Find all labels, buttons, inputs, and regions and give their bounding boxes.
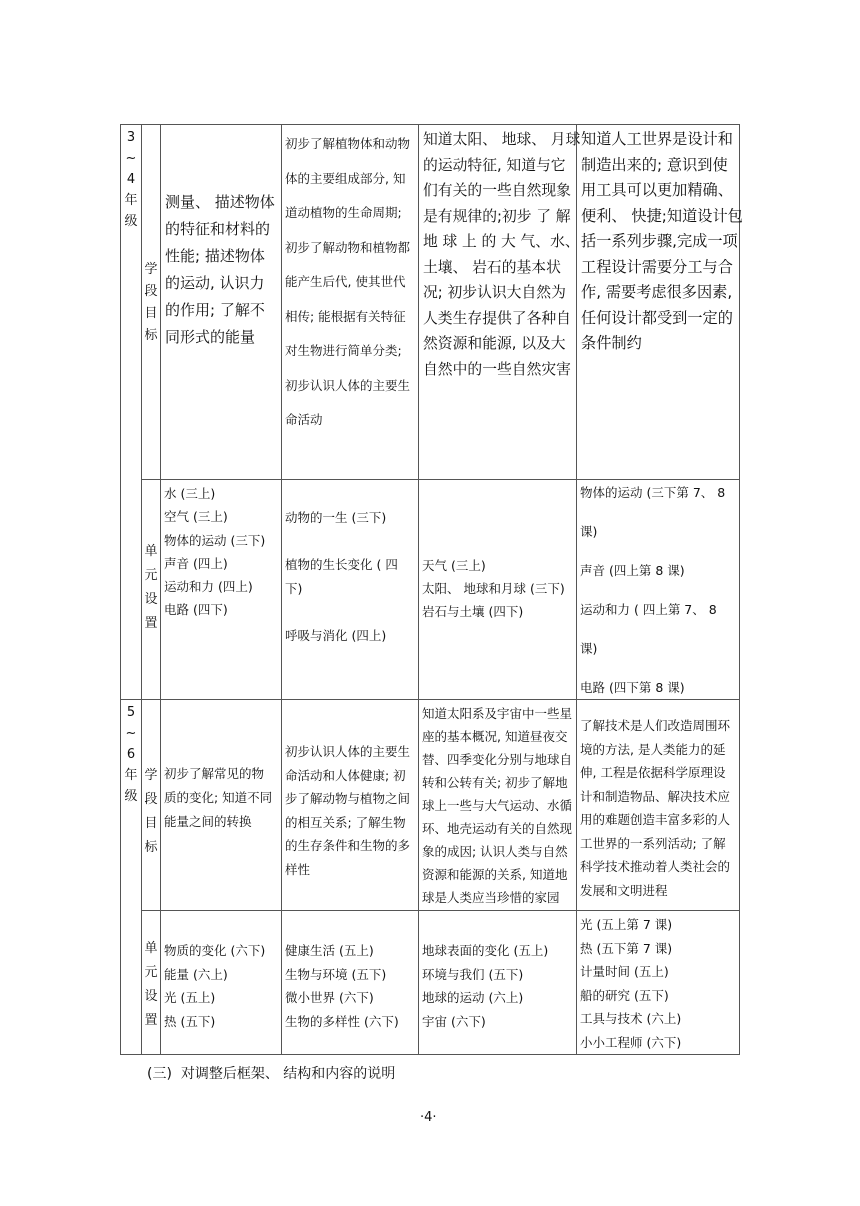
text-line: 生物的多样性 (六下) <box>285 1013 399 1029</box>
page-number: ·4· <box>420 1110 437 1125</box>
text-line: 课) <box>580 641 598 656</box>
text-line: 初步了解动物和植物都 <box>285 239 411 255</box>
unit-cell-life-5-6 <box>282 911 419 1055</box>
text-line: 能量 (六上) <box>164 966 228 982</box>
text-line: 了解技术是人们改造周围环 <box>580 718 731 733</box>
text-line: 船的研究 (五下) <box>580 987 669 1003</box>
text-line: 电路 (四下) <box>164 602 228 618</box>
text-line: 质的变化; 知道不同 <box>164 790 273 805</box>
text-line: 热 (五下第 7 课) <box>580 940 673 956</box>
text-line: 宇宙 (六下) <box>422 1013 486 1029</box>
text-line: 6 <box>126 747 136 762</box>
grade-5-6-unit-row <box>121 911 740 1055</box>
text-line <box>285 530 415 554</box>
unit-header-3-4 <box>142 480 161 700</box>
goal-header-5-6 <box>142 700 161 911</box>
text-line: 热 (五下) <box>164 1013 216 1029</box>
text-line: 太阳、 地球和月球 (三下) <box>422 581 565 596</box>
text-line: 设 <box>144 989 158 1004</box>
text-line <box>285 600 415 624</box>
text-line: 光 (五上) <box>164 990 216 1005</box>
text-line: 运动和力 ( 四上第 7、 8 <box>580 602 717 617</box>
text-line: 资源和能源的关系, 知道地 <box>422 867 568 882</box>
text-line: 学 <box>144 262 158 277</box>
text-line: 3 <box>126 130 136 145</box>
text-line: 设 <box>144 592 158 607</box>
unit-cell-life-3-4 <box>282 480 419 700</box>
goal-cell-earth-5-6 <box>419 700 577 911</box>
text-line: 地球表面的变化 (五上) <box>422 943 549 958</box>
text-line: 自然中的一些自然灾害 <box>423 360 571 378</box>
text-line: 伸, 工程是依据科学原理设 <box>580 765 726 780</box>
text-line: 段 <box>144 792 158 807</box>
text-line: 置 <box>144 1013 158 1028</box>
unit-cell-matter-3-4 <box>161 480 282 700</box>
text-line: 课) <box>580 524 598 539</box>
text-line: 步了解动物与植物之间 <box>285 791 411 806</box>
text-line: 物体的运动 (三下) <box>164 532 266 548</box>
text-line: 们有关的一些自然现象 <box>423 182 571 199</box>
text-line: 对生物进行简单分类; <box>285 343 402 358</box>
text-line: 知道太阳、 地球、 月球 <box>423 131 581 148</box>
text-line: 命活动 <box>285 412 323 427</box>
text-line: 的作用; 了解不 <box>165 301 265 319</box>
text-line: 4 <box>126 172 136 187</box>
text-line: 体的主要组成部分, 知 <box>285 170 406 186</box>
goal-cell-technology-5-6 <box>577 700 740 911</box>
text-line: ~ <box>125 151 137 166</box>
text-line: 工世界的一系列活动; 了解 <box>580 835 726 851</box>
text-line: 然资源和能源, 以及大 <box>423 335 566 352</box>
text-line: 的相互关系; 了解生物 <box>285 814 406 830</box>
text-line: 下) <box>285 580 303 596</box>
text-line: 岩石与土壤 (四下) <box>422 604 524 619</box>
text-line: 知道太阳系及宇宙中一些星 <box>422 706 573 721</box>
goal-cell-technology <box>577 125 743 480</box>
text-line: 的运动, 认识力 <box>165 274 265 292</box>
text-line: 目 <box>144 816 158 831</box>
text-line: 用工具可以更加精确、 <box>581 181 733 199</box>
text-line: 声音 (四上第 8 课) <box>580 563 685 578</box>
text-line: 年 <box>124 193 138 208</box>
text-line: 标 <box>144 840 158 855</box>
text-line <box>580 620 736 640</box>
grade-label-3-4 <box>121 125 142 700</box>
text-line: 微小世界 (六下) <box>285 990 374 1005</box>
text-line: 级 <box>124 214 138 229</box>
text-line: 作, 需要考虑很多因素, <box>581 283 733 301</box>
text-line: 初步了解常见的物 <box>164 766 265 781</box>
text-line: 单 <box>144 941 158 956</box>
text-line: 元 <box>144 568 158 583</box>
text-line: 水 (三上) <box>164 486 216 501</box>
text-line: 座的基本概况, 知道昼夜交 <box>422 729 568 744</box>
goal-cell-matter-5-6 <box>161 700 282 911</box>
goal-header-3-4 <box>142 125 161 480</box>
text-line <box>580 503 736 523</box>
goal-cell-life <box>282 125 419 480</box>
text-line: 5 <box>126 705 136 720</box>
text-line: 动物的一生 (三下) <box>285 510 387 525</box>
text-line: 括一系列步骤,完成一项 <box>581 232 738 250</box>
curriculum-table <box>120 124 743 1055</box>
text-line: 相传; 能根据有关特征 <box>285 308 406 324</box>
text-line: 的生存条件和生物的多 <box>285 838 411 853</box>
text-line: 球是人类应当珍惜的家园 <box>422 890 560 905</box>
text-line: 光 (五上第 7 课) <box>580 917 673 932</box>
text-line: 学 <box>144 768 158 783</box>
text-line: 人类生存提供了各种自 <box>423 309 571 327</box>
text-line: 电路 (四下第 8 课) <box>580 680 685 695</box>
section-heading-framework-note: (三) 对调整后框架、 结构和内容的说明 <box>147 1066 396 1082</box>
text-line: 级 <box>124 789 138 804</box>
text-line: 的特征和材料的 <box>165 220 271 238</box>
text-line: 空气 (三上) <box>164 509 228 525</box>
text-line <box>580 542 736 562</box>
text-line: 知道人工世界是设计和 <box>581 130 733 148</box>
text-line: 初步认识人体的主要生 <box>285 744 411 759</box>
text-line: 生物与环境 (五下) <box>285 966 387 982</box>
grade-3-4-goal-row <box>121 125 740 480</box>
text-line: 工程设计需要分工与合 <box>581 257 733 276</box>
text-line: 用的难题创造丰富多彩的人 <box>580 812 731 827</box>
text-line <box>580 581 736 601</box>
text-line: 科学技术推动着人类社会的 <box>580 859 731 874</box>
text-line: 环境与我们 (五下) <box>422 966 524 982</box>
text-line: 置 <box>144 616 158 631</box>
unit-cell-earth-3-4 <box>419 480 577 700</box>
text-line: 初步了解植物体和动物 <box>285 136 411 151</box>
unit-header-5-6 <box>142 911 161 1055</box>
text-line: ~ <box>125 726 137 741</box>
text-line: 地 球 上 的 大 气、水、 <box>423 233 580 250</box>
text-line: 计量时间 (五上) <box>580 964 669 979</box>
text-line: 健康生活 (五上) <box>285 943 374 958</box>
text-line: 况; 初步认识大自然为 <box>423 284 566 301</box>
text-line: 地球的运动 (六上) <box>422 990 524 1005</box>
text-line: 制造出来的; 意识到使 <box>581 155 728 174</box>
text-line: 发展和文明进程 <box>580 882 668 898</box>
text-line: 性能; 描述物体 <box>165 247 265 265</box>
text-line: 道动植物的生命周期; <box>285 205 402 220</box>
text-line: 声音 (四上) <box>164 555 228 571</box>
text-line: 计和制造物品、解决技术应 <box>580 788 731 804</box>
text-line: 同形式的能量 <box>165 328 256 346</box>
text-line: 便利、 快捷;知道设计包 <box>581 206 743 225</box>
text-line: 样性 <box>285 861 311 877</box>
text-line: 初步认识人体的主要生 <box>285 377 411 393</box>
text-line: 物质的变化 (六下) <box>164 943 266 958</box>
text-line: 年 <box>124 768 138 783</box>
text-line: 测量、 描述物体 <box>165 193 275 211</box>
text-line: 转和公转有关; 初步了解地 <box>422 775 568 790</box>
text-line: 命活动和人体健康; 初 <box>285 767 406 783</box>
text-line: 球上一些与大气运动、水循 <box>422 798 573 813</box>
text-line: 的运动特征, 知道与它 <box>423 156 566 174</box>
text-line: 能量之间的转换 <box>164 814 252 829</box>
text-line: 元 <box>144 965 158 980</box>
grade-label-5-6 <box>121 700 142 1055</box>
text-line: 能产生后代, 使其世代 <box>285 274 406 289</box>
grade-3-4-unit-row <box>121 480 740 700</box>
text-line: 境的方法, 是人类能力的延 <box>580 741 726 757</box>
goal-cell-earth <box>419 125 581 480</box>
text-line: 小小工程师 (六下) <box>580 1034 682 1050</box>
grade-5-6-goal-row <box>121 700 740 911</box>
unit-cell-technology-3-4 <box>577 480 740 700</box>
text-line: 标 <box>144 328 158 343</box>
unit-cell-earth-5-6 <box>419 911 577 1055</box>
text-line: 土壤、 岩石的基本状 <box>423 258 561 276</box>
text-line: 呼吸与消化 (四上) <box>285 627 387 643</box>
text-line: 植物的生长变化 ( 四 <box>285 557 398 572</box>
text-line: 运动和力 (四上) <box>164 579 253 595</box>
text-line: 环、地壳运动有关的自然现 <box>422 821 573 836</box>
text-line: 任何设计都受到一定的 <box>581 308 733 327</box>
goal-cell-life-5-6 <box>282 700 419 911</box>
unit-cell-technology-5-6 <box>577 911 740 1055</box>
text-line: 工具与技术 (六上) <box>580 1011 682 1026</box>
text-line: 天气 (三上) <box>422 558 486 573</box>
text-line <box>580 659 736 679</box>
text-line: 替、四季变化分别与地球自 <box>422 752 573 767</box>
text-line: 单 <box>144 544 158 559</box>
text-line: 物体的运动 (三下第 7、 8 <box>580 485 726 500</box>
text-line: 象的成因; 认识人类与自然 <box>422 844 568 859</box>
text-line: 目 <box>144 306 158 321</box>
unit-cell-matter-5-6 <box>161 911 282 1055</box>
goal-cell-matter <box>161 125 282 480</box>
text-line: 条件制约 <box>581 334 642 352</box>
text-line: 是有规律的;初步 了 解 <box>423 207 571 225</box>
text-line: 段 <box>144 284 158 299</box>
